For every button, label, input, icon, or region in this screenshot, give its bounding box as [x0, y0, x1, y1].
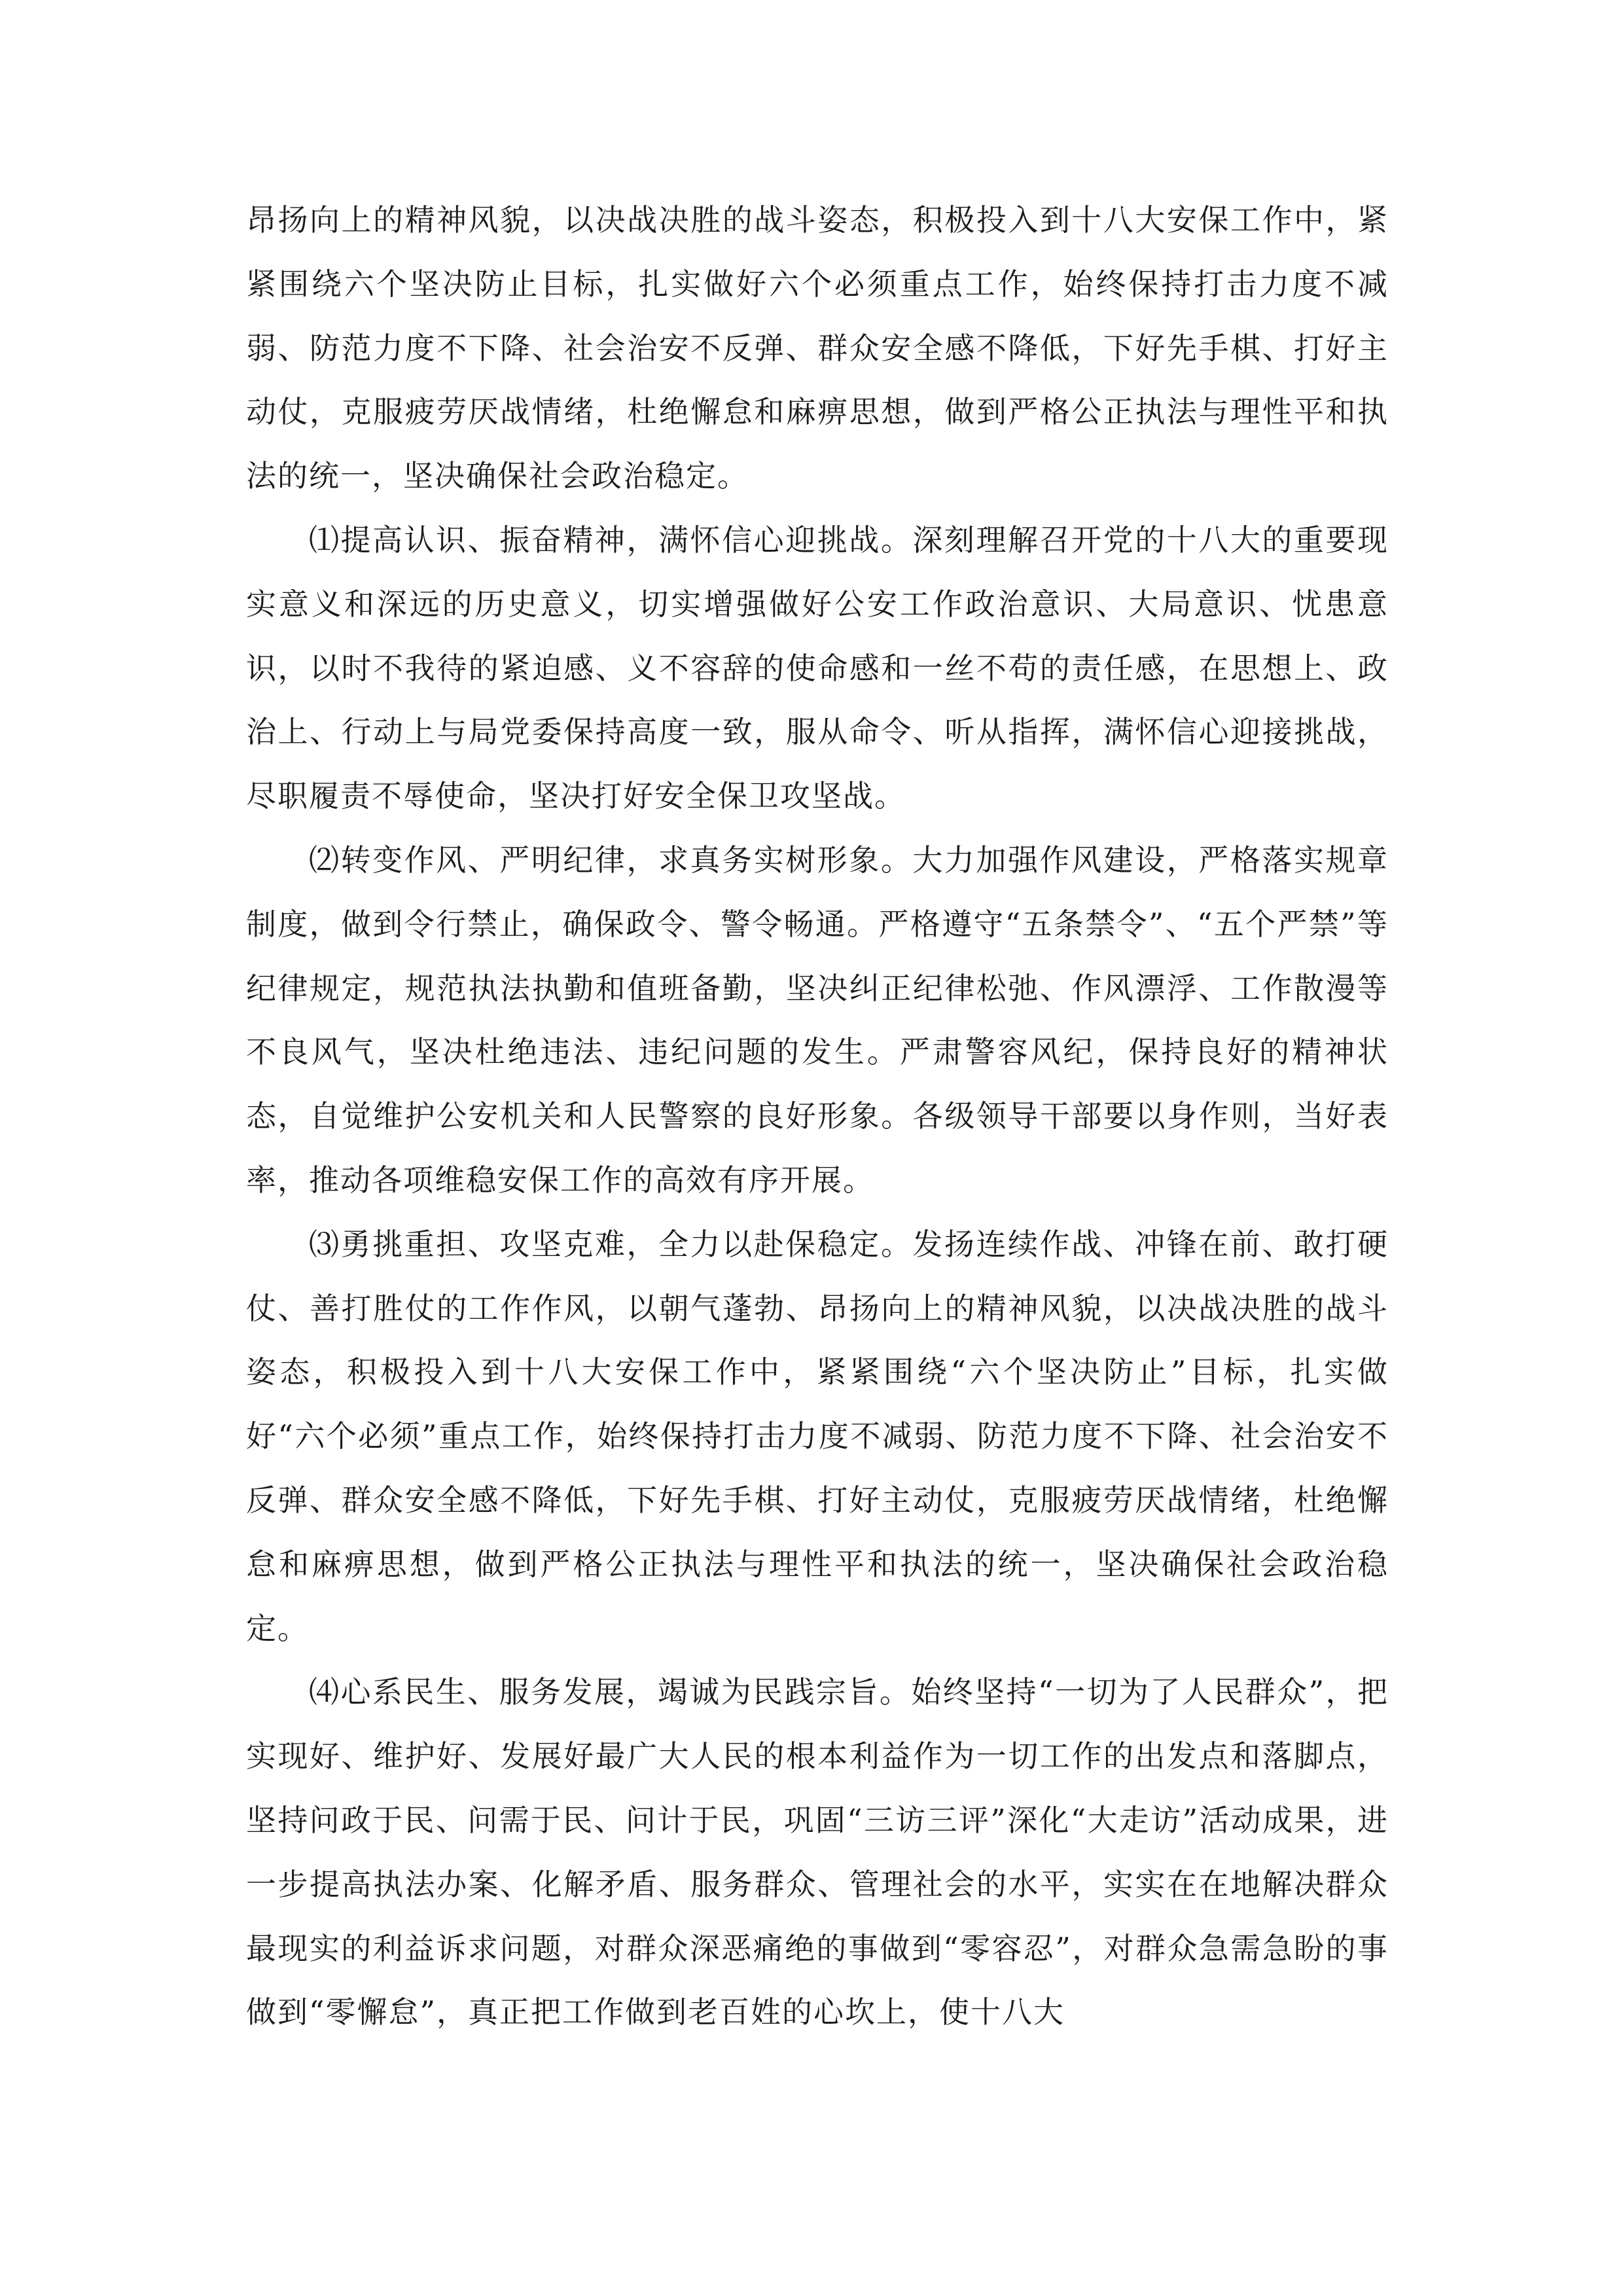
paragraph-item-4: ⑷心系民生、服务发展，竭诚为民践宗旨。始终坚持“一切为了人民群众”，把实现好、维护好、发展好最广大人民的根本利益作为一切工作的出发点和落脚点，坚持问政于民、问需于民、问计于民，巩固“三访三评”深化“大走访”活动成果，进一步提高执法办案、化解矛盾、服务群众、管理社会的水平，实实在在地解决群众最现实的利益诉求问题，对群众深恶痛绝的事做到“零容忍”，对群众急需急盼的事做到“零懈怠”，真正把工作做到老百姓的心坎上，使十八大 [246, 1674, 1389, 2030]
paragraph-intro-continuation: 昂扬向上的精神风貌，以决战决胜的战斗姿态，积极投入到十八大安保工作中，紧紧围绕六个坚决防止目标，扎实做好六个必须重点工作，始终保持打击力度不减弱、防范力度不下降、社会治安不反弹、群众安全感不降低，下好先手棋、打好主动仗，克服疲劳厌战情绪，杜绝懈怠和麻痹思想，做到严格公正执法与理性平和执法的统一，坚决确保社会政治稳定。 [246, 202, 1389, 494]
paragraph-item-1: ⑴提高认识、振奋精神，满怀信心迎挑战。深刻理解召开党的十八大的重要现实意义和深远的历史意义，切实增强做好公安工作政治意识、大局意识、忧患意识，以时不我待的紧迫感、义不容辞的使命感和一丝不苟的责任感，在思想上、政治上、行动上与局党委保持高度一致，服从命令、听从指挥，满怀信心迎接挑战，尽职履责不辱使命，坚决打好安全保卫攻坚战。 [246, 522, 1389, 814]
paragraph-item-3: ⑶勇挑重担、攻坚克难，全力以赴保稳定。发扬连续作战、冲锋在前、敢打硬仗、善打胜仗的工作作风，以朝气蓬勃、昂扬向上的精神风貌，以决战决胜的战斗姿态，积极投入到十八大安保工作中，紧紧围绕“六个坚决防止”目标，扎实做好“六个必须”重点工作，始终保持打击力度不减弱、防范力度不下降、社会治安不反弹、群众安全感不降低，下好先手棋、打好主动仗，克服疲劳厌战情绪，杜绝懈怠和麻痹思想，做到严格公正执法与理性平和执法的统一，坚决确保社会政治稳定。 [246, 1226, 1389, 1646]
paragraph-item-2: ⑵转变作风、严明纪律，求真务实树形象。大力加强作风建设，严格落实规章制度，做到令行禁止，确保政令、警令畅通。严格遵守“五条禁令”、“五个严禁”等纪律规定，规范执法执勤和值班备勤，坚决纠正纪律松弛、作风漂浮、工作散漫等不良风气，坚决杜绝违法、违纪问题的发生。严肃警容风纪，保持良好的精神状态，自觉维护公安机关和人民警察的良好形象。各级领导干部要以身作则，当好表率，推动各项维稳安保工作的高效有序开展。 [246, 842, 1389, 1198]
document-body [246, 188, 1389, 2045]
